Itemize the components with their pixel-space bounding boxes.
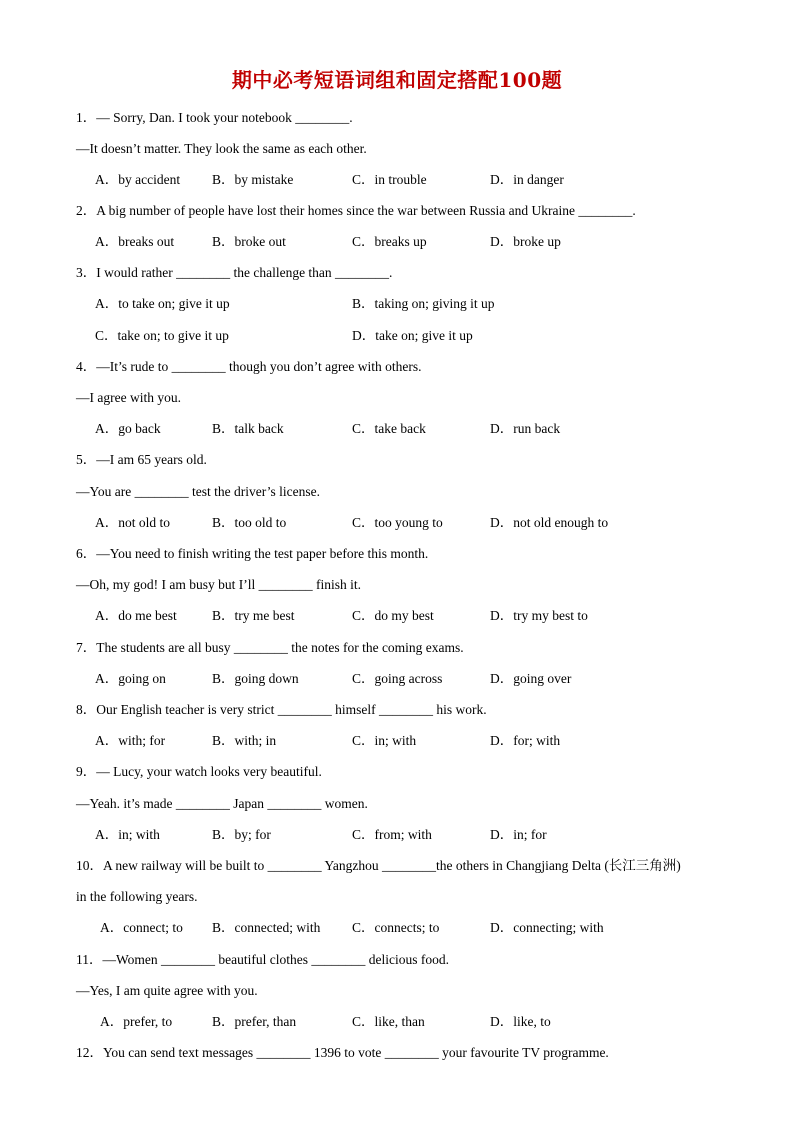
question-10-option-b: B．connected; with	[212, 920, 321, 935]
question-2-option-c: C．breaks up	[352, 234, 427, 249]
question-9-option-c: C．from; with	[352, 827, 432, 842]
question-2-option-b: B．broke out	[212, 234, 286, 249]
question-11-option-c: C．like, than	[352, 1014, 425, 1029]
question-10-option-c: C．connects; to	[352, 920, 440, 935]
question-3-option-c: C．take on; to give it up	[95, 328, 229, 343]
question-9-stem: 9．— Lucy, your watch looks very beautiful.	[76, 764, 322, 779]
question-1-option-b: B．by mistake	[212, 172, 294, 187]
question-6-dialogue: —Oh, my god! I am busy but I’ll ________ finish it.	[76, 577, 361, 592]
question-5-option-d: D．not old enough to	[490, 515, 609, 530]
question-12-stem: 12．You can send text messages ________ 1396 to vote ________ your favourite TV programme.	[76, 1045, 609, 1060]
question-8-option-c: C．in; with	[352, 733, 417, 748]
question-11-option-d: D．like, to	[490, 1014, 551, 1029]
question-9-option-d: D．in; for	[490, 827, 547, 842]
question-6-stem: 6．—You need to finish writing the test paper before this month.	[76, 546, 429, 561]
question-6-option-a: A．do me best	[95, 608, 177, 623]
question-6-option-c: C．do my best	[352, 608, 434, 623]
question-8-option-d: D．for; with	[490, 733, 561, 748]
question-5-option-a: A．not old to	[95, 515, 171, 530]
question-6-option-b: B．try me best	[212, 608, 295, 623]
question-5-dialogue: —You are ________ test the driver’s license.	[76, 484, 320, 499]
question-4-option-a: A．go back	[95, 421, 161, 436]
question-6-option-d: D．try my best to	[490, 608, 588, 623]
question-11-option-a: A．prefer, to	[100, 1014, 173, 1029]
question-8-option-b: B．with; in	[212, 733, 277, 748]
question-8-option-a: A．with; for	[95, 733, 166, 748]
question-7-stem: 7．The students are all busy ________ the notes for the coming exams.	[76, 640, 464, 655]
question-5-option-b: B．too old to	[212, 515, 287, 530]
question-3-stem: 3．I would rather ________ the challenge than ________.	[76, 265, 393, 280]
question-10-stem-continued: in the following years.	[76, 889, 198, 904]
question-1-dialogue: —It doesn’t matter. They look the same as each other.	[76, 141, 367, 156]
question-5-option-c: C．too young to	[352, 515, 443, 530]
question-4-option-b: B．talk back	[212, 421, 284, 436]
question-1-option-d: D．in danger	[490, 172, 564, 187]
question-7-option-a: A．going on	[95, 671, 166, 686]
question-10-stem: 10．A new railway will be built to ________ Yangzhou ________the others in Changjiang Delta (长江三角洲)	[76, 858, 681, 873]
question-1-option-a: A．by accident	[95, 172, 181, 187]
question-2-stem: 2．A big number of people have lost their homes since the war between Russia and Ukraine ________.	[76, 203, 636, 218]
question-3-option-a: A．to take on; give it up	[95, 296, 230, 311]
page-title: 期中必考短语词组和固定搭配100题	[231, 68, 563, 92]
question-10-option-d: D．connecting; with	[490, 920, 604, 935]
question-9-dialogue: —Yeah. it’s made ________ Japan ________ women.	[76, 796, 368, 811]
question-4-dialogue: —I agree with you.	[76, 390, 181, 405]
question-4-option-d: D．run back	[490, 421, 561, 436]
question-2-option-a: A．breaks out	[95, 234, 175, 249]
question-1-option-c: C．in trouble	[352, 172, 427, 187]
question-7-option-d: D．going over	[490, 671, 572, 686]
question-11-dialogue: —Yes, I am quite agree with you.	[76, 983, 258, 998]
question-1-stem: 1．— Sorry, Dan. I took your notebook ________.	[76, 110, 353, 125]
question-11-option-b: B．prefer, than	[212, 1014, 297, 1029]
question-4-option-c: C．take back	[352, 421, 426, 436]
question-11-stem: 11．—Women ________ beautiful clothes ________ delicious food.	[76, 952, 449, 967]
question-9-option-b: B．by; for	[212, 827, 271, 842]
question-7-option-b: B．going down	[212, 671, 299, 686]
question-8-stem: 8．Our English teacher is very strict ________ himself ________ his work.	[76, 702, 487, 717]
question-3-option-b: B．taking on; giving it up	[352, 296, 495, 311]
question-4-stem: 4．—It’s rude to ________ though you don’t agree with others.	[76, 359, 422, 374]
question-10-option-a: A．connect; to	[100, 920, 183, 935]
question-7-option-c: C．going across	[352, 671, 443, 686]
question-3-option-d: D．take on; give it up	[352, 328, 473, 343]
question-9-option-a: A．in; with	[95, 827, 160, 842]
question-2-option-d: D．broke up	[490, 234, 561, 249]
question-5-stem: 5．—I am 65 years old.	[76, 452, 207, 467]
